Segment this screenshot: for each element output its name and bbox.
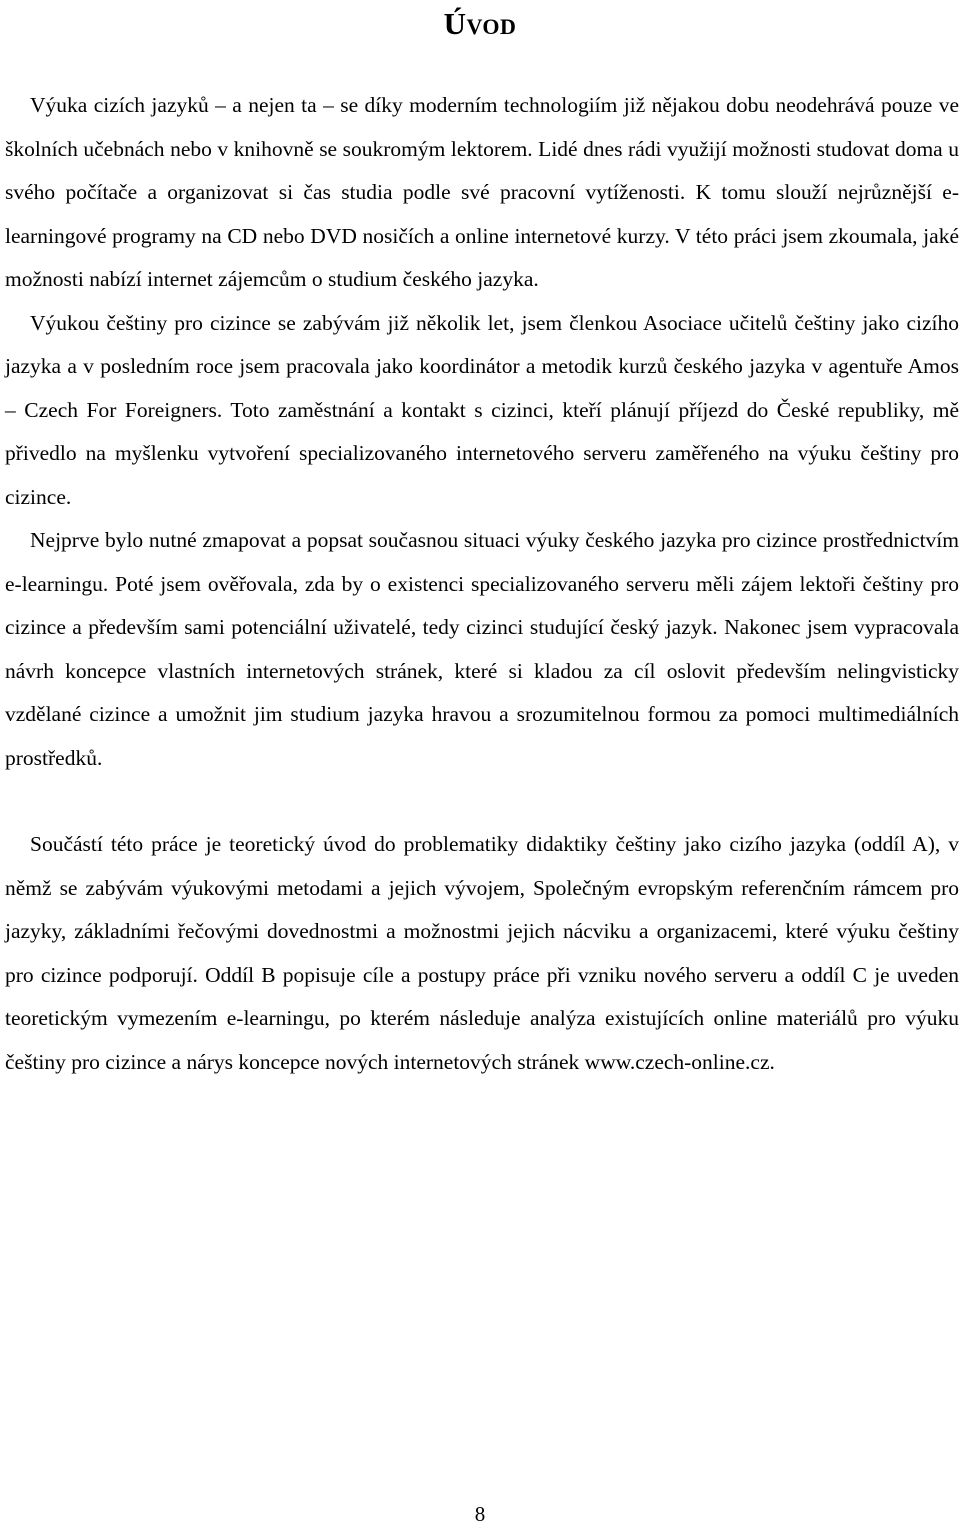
body-text xyxy=(5,84,959,1084)
paragraph: Výuka cizích jazyků – a nejen ta – se díky moderním technologiím již nějakou dobu neodehrává pouze ve školních učebnách nebo v knihovně se soukromým lektorem. Lidé dnes rádi využijí možnosti studovat doma u svého počítače a organizovat si čas studia podle své pracovní vytíženosti. K tomu slouží nejrůznější e-learningové programy na CD nebo DVD nosičích a online internetové kurzy. V této práci jsem zkoumala, jaké možnosti nabízí internet zájemcům o studium českého jazyka. xyxy=(5,93,959,291)
paragraph: Výukou češtiny pro cizince se zabývám již několik let, jsem členkou Asociace učitelů češtiny jako cizího jazyka a v posledním roce jsem pracovala jako koordinátor a metodik kurzů českého jazyka v agentuře Amos – Czech For Foreigners. Toto zaměstnání a kontakt s cizinci, kteří plánují příjezd do České republiky, mě přivedlo na myšlenku vytvoření specializovaného internetového serveru zaměřeného na výuku češtiny pro cizince. xyxy=(5,310,959,509)
page-number: 8 xyxy=(474,1502,486,1526)
paragraph: Součástí této práce je teoretický úvod do problematiky didaktiky češtiny jako cizího jazyka (oddíl A), v němž se zabývám výukovými metodami a jejich vývojem, Společným evropským referenčním rámcem pro jazyky, základními řečovými dovednostmi a možnostmi jejich nácviku a organizacemi, které výuku češtiny pro cizince podporují. Oddíl B popisuje cíle a postupy práce při vzniku nového serveru a oddíl C je uveden teoretickým vymezením e-learningu, po kterém následuje analýza existujících online materiálů pro výuku češtiny pro cizince a nárys koncepce nových internetových stránek www.czech-online.cz. xyxy=(5,832,959,1074)
paragraph: Nejprve bylo nutné zmapovat a popsat současnou situaci výuky českého jazyka pro cizince prostřednictvím e-learningu. Poté jsem ověřovala, zda by o existenci specializovaného serveru měli zájem lektoři češtiny pro cizince a především sami potenciální uživatelé, tedy cizinci studující český jazyk. Nakonec jsem vypracovala návrh koncepce vlastních internetových stránek, které si kladou za cíl oslovit především nelingvisticky vzdělané cizince a umožnit jim studium jazyka hravou a srozumitelnou formou za pomoci multimediálních prostředků. xyxy=(5,528,959,770)
page-title: Úvod xyxy=(443,6,517,41)
paragraph-gap xyxy=(5,780,959,823)
